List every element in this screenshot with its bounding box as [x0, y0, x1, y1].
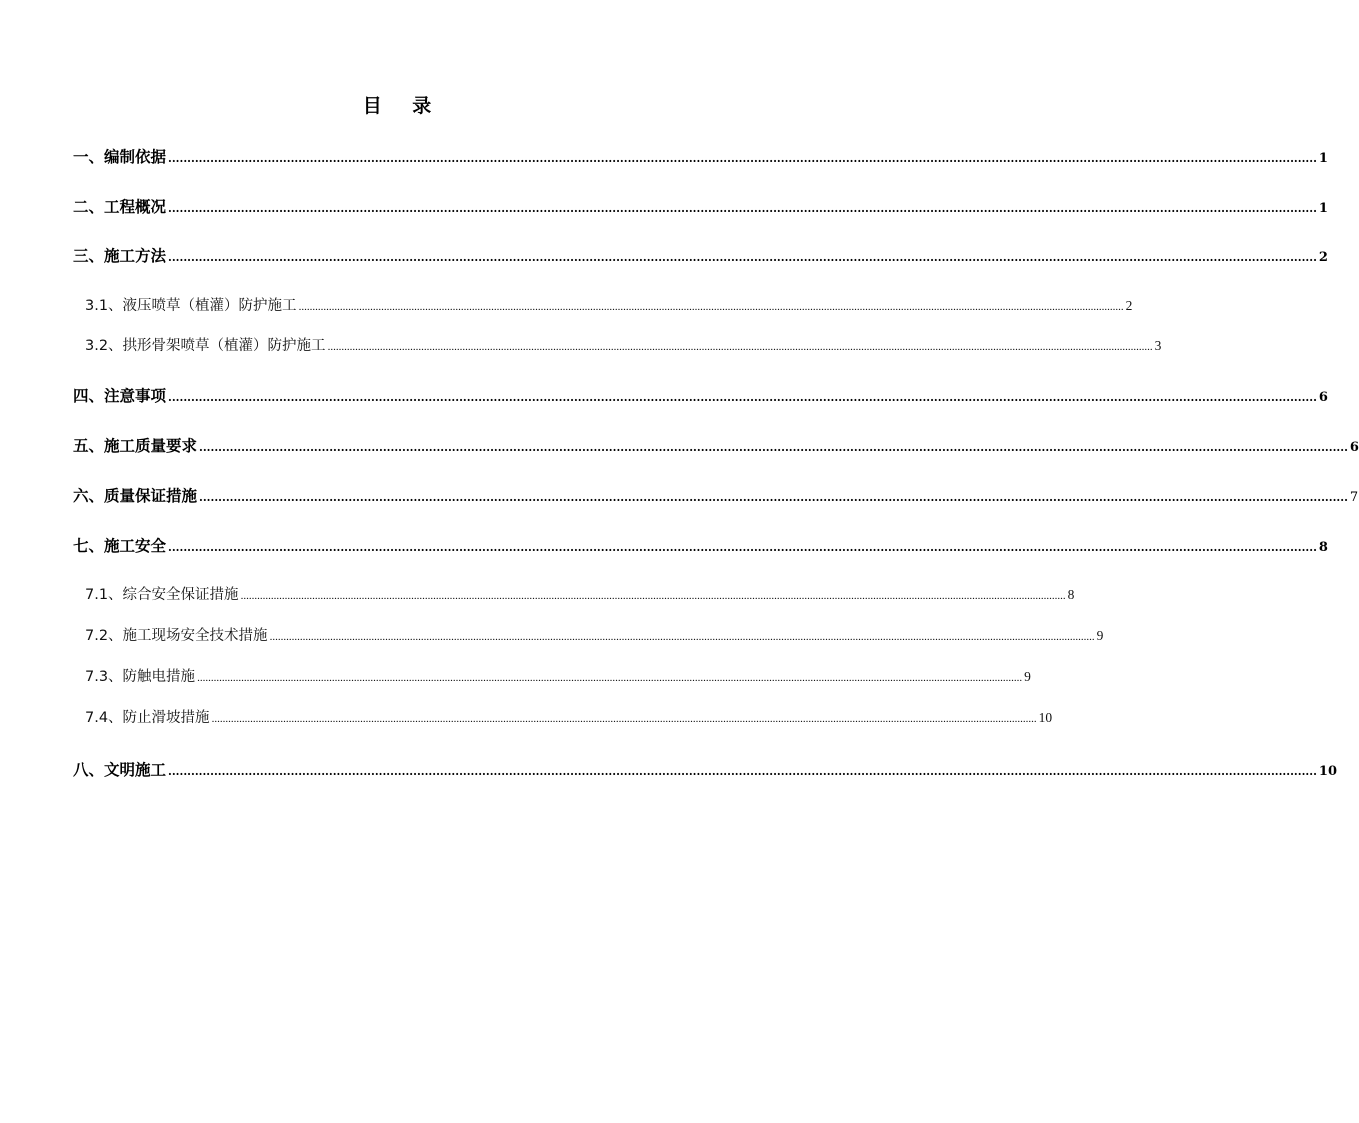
toc-entry-label: 一、编制依据 [73, 148, 167, 166]
dot-leader: ............................................................................................................................................................................................................................................................................................................ [168, 765, 1317, 778]
toc-page-number: 8 [1318, 540, 1328, 555]
toc-entry-7-3[interactable] [85, 665, 1031, 689]
toc-entry-label: 八、文明施工 [73, 761, 167, 779]
toc-entry-label: 3.2、拱形骨架喷草（植灌）防护施工 [85, 338, 326, 354]
toc-entry-7-1[interactable] [85, 583, 1075, 607]
toc-page-number: 9 [1096, 628, 1104, 643]
toc-title: 目 录 [362, 95, 444, 117]
dot-leader: ............................................................................................................................................................................................................................................................................................................ [168, 202, 1317, 215]
toc-entry-3[interactable] [73, 244, 1328, 268]
toc-entry-label: 六、质量保证措施 [73, 487, 198, 505]
toc-entry-label: 7.2、施工现场安全技术措施 [85, 628, 268, 644]
toc-entry-6[interactable] [73, 484, 1359, 508]
toc-entry-7[interactable] [73, 534, 1328, 558]
toc-entry-8[interactable] [73, 758, 1337, 782]
toc-entry-1[interactable] [73, 145, 1328, 169]
toc-entry-label: 7.4、防止滑坡措施 [85, 710, 210, 726]
toc-page-number: 10 [1318, 764, 1337, 779]
toc-entry-label: 7.3、防触电措施 [85, 669, 196, 685]
toc-entry-label: 二、工程概况 [73, 198, 167, 216]
toc-entry-3-2[interactable] [85, 334, 1162, 358]
dot-leader: ............................................................................................................................................................................................................................................................................................................ [269, 631, 1095, 643]
toc-page-number: 2 [1125, 298, 1133, 313]
dot-leader: ............................................................................................................................................................................................................................................................................................................ [199, 491, 1348, 504]
toc-entry-label: 七、施工安全 [73, 537, 167, 555]
dot-leader: ............................................................................................................................................................................................................................................................................................................ [211, 713, 1037, 725]
toc-entry-label: 三、施工方法 [73, 247, 167, 265]
toc-entry-5[interactable] [73, 434, 1359, 458]
toc-entry-label: 7.1、综合安全保证措施 [85, 587, 239, 603]
toc-page-number: 10 [1038, 710, 1053, 725]
toc-page-number: 6 [1349, 440, 1359, 455]
dot-leader: ............................................................................................................................................................................................................................................................................................................ [168, 152, 1317, 165]
dot-leader: ............................................................................................................................................................................................................................................................................................................ [298, 301, 1124, 313]
toc-page-number: 1 [1318, 201, 1328, 216]
toc-entry-2[interactable] [73, 195, 1328, 219]
toc-page-number: 7 [1349, 490, 1359, 505]
toc-page-number: 8 [1067, 587, 1075, 602]
toc-page-number: 6 [1318, 390, 1328, 405]
dot-leader: ............................................................................................................................................................................................................................................................................................................ [240, 590, 1066, 602]
toc-entry-4[interactable] [73, 384, 1328, 408]
toc-page-number: 1 [1318, 151, 1328, 166]
dot-leader: ............................................................................................................................................................................................................................................................................................................ [327, 341, 1153, 353]
toc-page-number: 9 [1024, 669, 1031, 684]
toc-entry-label: 3.1、液压喷草（植灌）防护施工 [85, 298, 297, 314]
dot-leader: ............................................................................................................................................................................................................................................................................................................ [199, 441, 1348, 454]
dot-leader: ............................................................................................................................................................................................................................................................................................................ [168, 251, 1317, 264]
toc-entry-label: 四、注意事项 [73, 387, 167, 405]
toc-entry-label: 五、施工质量要求 [73, 437, 198, 455]
toc-entry-7-2[interactable] [85, 624, 1104, 648]
toc-page-number: 3 [1154, 338, 1162, 353]
dot-leader: ............................................................................................................................................................................................................................................................................................................ [168, 391, 1317, 404]
toc-page-number: 2 [1318, 250, 1328, 265]
dot-leader: ............................................................................................................................................................................................................................................................................................................ [168, 541, 1317, 554]
dot-leader: ............................................................................................................................................................................................................................................................................................................ [197, 672, 1023, 684]
toc-entry-3-1[interactable] [85, 294, 1133, 318]
toc-entry-7-4[interactable] [85, 706, 1053, 730]
